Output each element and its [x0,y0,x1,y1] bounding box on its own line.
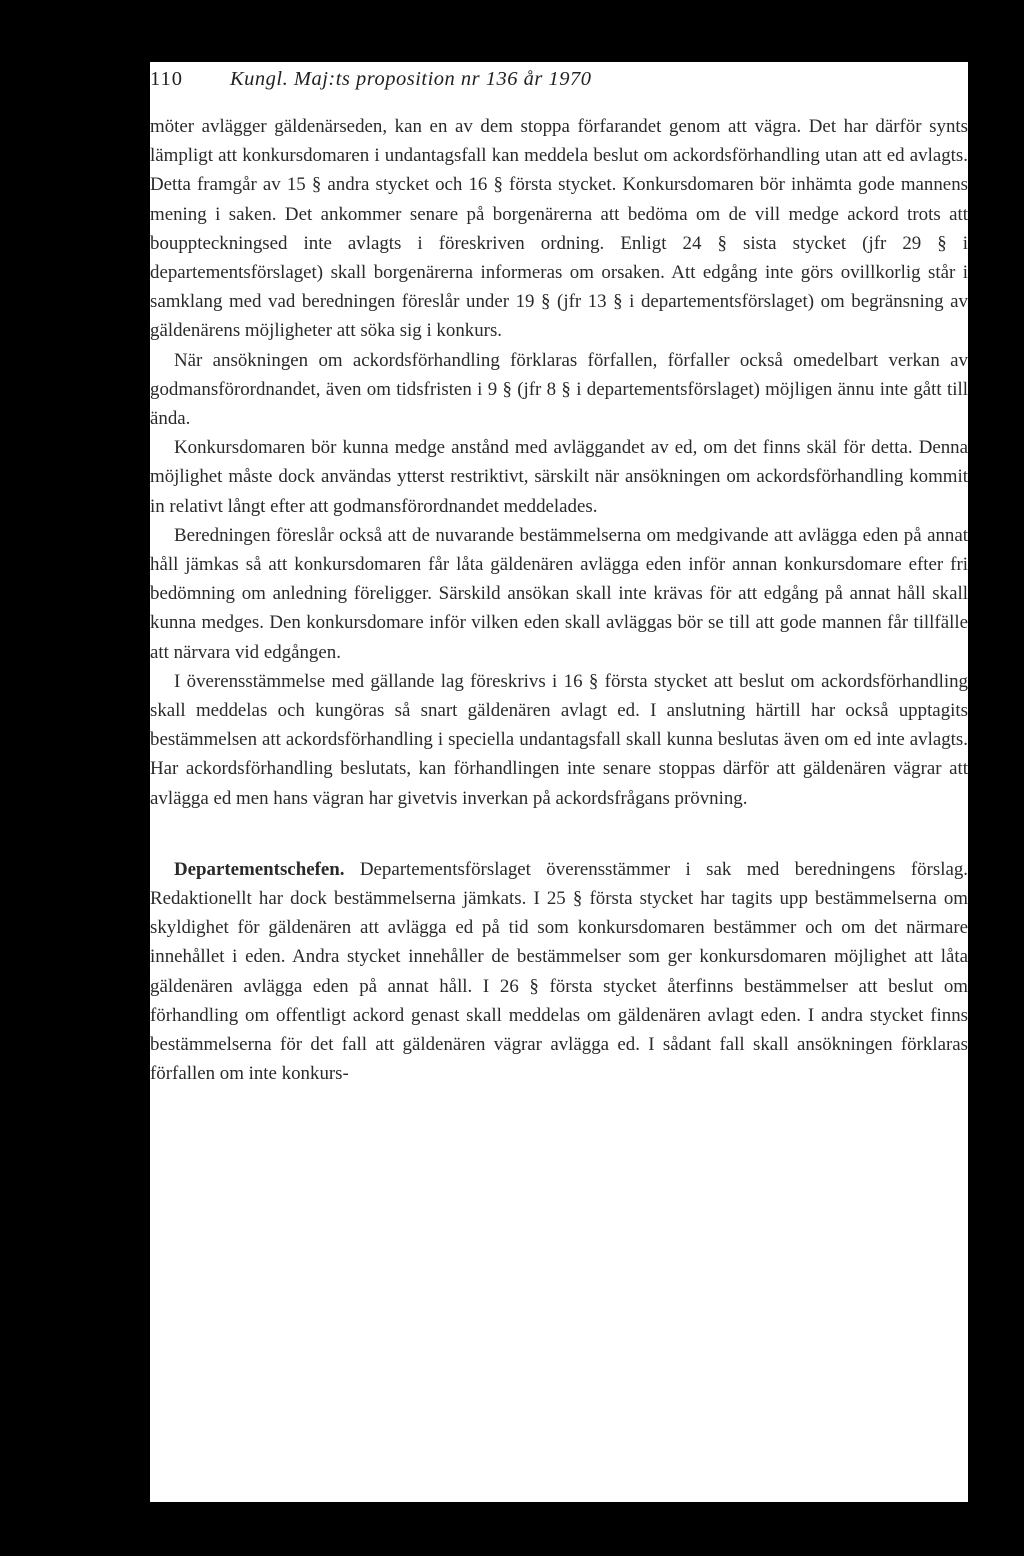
paragraph-1: möter avlägger gäldenärseden, kan en av dem stoppa förfarandet genom att vägra. Det har därför synts lämpligt att konkursdomaren i undantagsfall kan meddela beslut om ackordsförhandling utan att ed avlagts. Detta framgår av 15 § andra stycket och 16 § första stycket. Konkursdomaren bör inhämta gode mannens mening i saken. Det ankommer senare på borgenärerna att bedöma om de vill medge ackord trots att bouppteckningsed inte avlagts i föreskriven ordning. Enligt 24 § sista stycket (jfr 29 § i departementsförslaget) skall borgenärerna informeras om orsaken. Att edgång inte görs ovillkorlig står i samklang med vad beredningen föreslår under 19 § (jfr 13 § i departementsförslaget) om begränsning av gäldenärens möjligheter att söka sig i konkurs. [150,116,968,342]
page-number: 110 [150,68,183,90]
body-text [150,112,968,1089]
paragraph-2: När ansökningen om ackordsförhandling förklaras förfallen, förfaller också omedelbart verkan av godmansförordnandet, även om tidsfristen i 9 § (jfr 8 § i departementsförslaget) möjligen ännu inte gått till ända. [150,349,968,430]
paragraph-5: I överensstämmelse med gällande lag föreskrivs i 16 § första stycket att beslut om ackordsförhandling skall meddelas och kungöras så snart gäldenären avlagt ed. I anslutning härtill har också upptagits bestämmelsen att ackordsförhandling i speciella undantagsfall skall kunna beslutas även om ed inte avlagts. Har ackordsförhandling beslutats, kan förhandlingen inte senare stoppas därför att gäldenären vägrar att avlägga ed men hans vägran har givetvis inverkan på ackordsfrågans prövning. [150,670,968,809]
paragraph-3: Konkursdomaren bör kunna medge anstånd med avläggandet av ed, om det finns skäl för detta. Denna möjlighet måste dock användas ytterst restriktivt, särskilt när ansökningen om ackordsförhandling kommit in relativt långt efter att godmansförordnandet meddelades. [150,437,968,517]
running-title: Kungl. Maj:ts proposition nr 136 år 1970 [230,68,592,90]
paragraph-4: Beredningen föreslår också att de nuvarande bestämmelserna om medgivande att avlägga eden på annat håll jämkas så att konkursdomaren får låta gäldenären avlägga eden inför annan konkursdomare efter fri bedömning om anledning föreligger. Särskild ansökan skall inte krävas för att edgång på annat håll skall kunna medges. Den konkursdomare inför vilken eden skall avläggas bör se till att gode mannen får tillfälle att närvara vid edgången. [150,524,968,663]
paragraph-6-text: Departementsförslaget överensstämmer i sak med beredningens förslag. Redaktionellt har dock bestämmelserna jämkats. I 25 § första stycket har tagits upp bestämmelserna om skyldighet för gäldenären att avlägga ed på tid som konkursdomaren bestämmer och om det närmare innehållet i eden. Andra stycket innehåller de bestämmelser som ger konkursdomaren möjlighet att låta gäldenären avlägga eden på annat håll. I 26 § första stycket återfinns bestämmelser att beslut om förhandling om offentligt ackord genast skall meddelas om gäldenären avlagt eden. I andra stycket finns bestämmelserna för det fall att gäldenären vägrar avlägga ed. I sådant fall skall ansökningen förklaras förfallen om inte konkurs- [150,858,968,1085]
paragraph-department-head [150,855,968,1089]
paragraph-lead-label: Departementschefen. [174,858,345,880]
page-header [150,68,968,98]
